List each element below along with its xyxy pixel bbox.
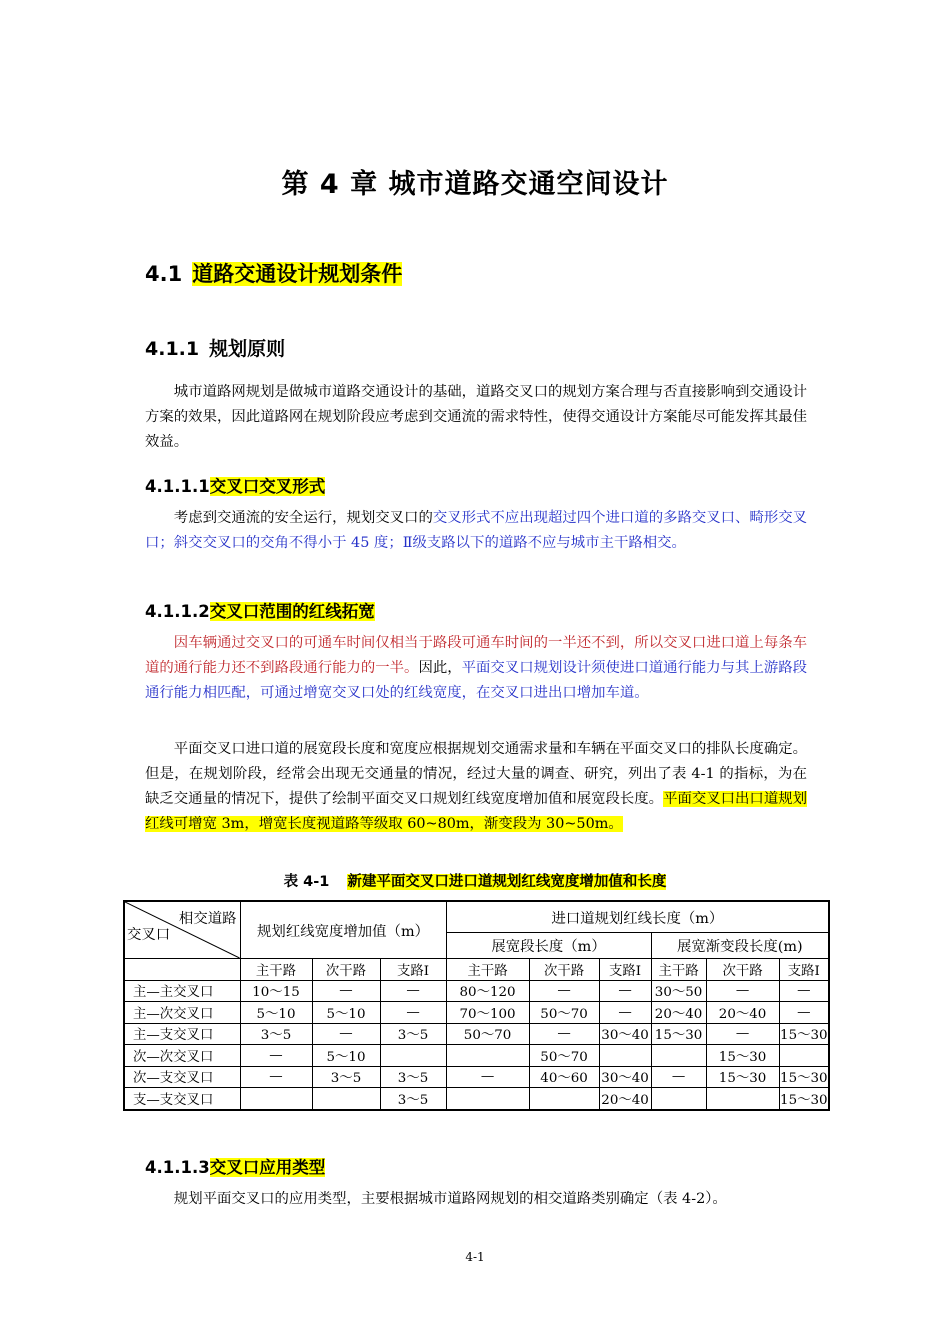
row-name: 主—次交叉口 (124, 1002, 240, 1024)
blue-rule-text: 平面交叉口规划设计须使进口道通行能力与其上游路段通行能力相匹配，可通过增宽交叉口处的红线宽度，在交叉口进出口增加车道。 (145, 660, 808, 701)
table-cell: 15～30 (779, 1066, 829, 1088)
table-caption (0, 870, 950, 891)
table-cell: — (599, 1002, 651, 1024)
paragraph-text: 因此， (418, 660, 462, 676)
table-cell: 40～60 (529, 1066, 599, 1088)
table-cell: — (312, 1023, 380, 1045)
group-header-length: 进口道规划红线长度（m） (446, 901, 829, 933)
crossing-form-paragraph (145, 506, 807, 556)
corner-label-top: 相交道路 (178, 911, 237, 927)
group-header-width: 规划红线宽度增加值（m） (240, 901, 446, 959)
table-row (124, 1023, 829, 1045)
table-cell (529, 1088, 599, 1110)
road-type-header: 主干路 (240, 959, 312, 981)
table-cell: 30～40 (599, 1023, 651, 1045)
table-cell: 3～5 (380, 1023, 446, 1045)
heading-title: 交叉口应用类型 (209, 1158, 326, 1177)
subheader-widen: 展宽段长度（m） (446, 933, 651, 959)
table-cell (779, 1045, 829, 1067)
paragraph-text: 平面交叉口进口道的展宽段长度和宽度应根据规划交通需求量和车辆在平面交叉口的排队长度确定。但是，在规划阶段，经常会出现无交通量的情况，经过大量的调查、研究，列出了表 4-1 的指标，为在缺乏交通量的情况下，提供了绘制平面交叉口规划红线宽度增加值和展宽段长度。 (145, 741, 807, 807)
table-cell: 3～5 (240, 1023, 312, 1045)
section-heading (145, 258, 402, 288)
table-cell: 30～40 (599, 1066, 651, 1088)
table-cell: 15～30 (651, 1023, 706, 1045)
row-name: 主—支交叉口 (124, 1023, 240, 1045)
table-cell: 20～40 (706, 1002, 779, 1024)
table-cell: 50～70 (529, 1045, 599, 1067)
table-cell: — (240, 1066, 312, 1088)
section-title: 道路交通设计规划条件 (192, 262, 403, 286)
table-cell: 20～40 (651, 1002, 706, 1024)
road-type-header: 支路Ⅰ (599, 959, 651, 981)
highlighted-text: 平面交叉口出口道规划红线可增宽 3m，增宽长度视道路等级取 60~80m，渐变段为 30~50m。 (145, 791, 807, 832)
table-cell (651, 1088, 706, 1110)
table-cell: — (446, 1066, 529, 1088)
heading-title: 交叉口范围的红线拓宽 (209, 602, 375, 621)
table-cell (446, 1045, 529, 1067)
table-cell (706, 1088, 779, 1110)
red-line-paragraph-1 (145, 631, 807, 706)
table-cell: — (706, 1023, 779, 1045)
blue-rule-text: 交叉形式不应出现超过四个进口道的多路交叉口、畸形交叉口；斜交交叉口的交角不得小于 45 度；Ⅱ级支路以下的道路不应与城市主干路相交。 (145, 510, 808, 551)
section-number: 4.1 (145, 262, 183, 286)
row-name: 支—支交叉口 (124, 1088, 240, 1110)
road-type-row (124, 959, 829, 981)
table-cell: 3～5 (312, 1066, 380, 1088)
table-cell (380, 1045, 446, 1067)
table-cell: 15～30 (706, 1045, 779, 1067)
table-cell: 3～5 (380, 1088, 446, 1110)
table-row (124, 980, 829, 1002)
table-caption-number: 表 4-1 (283, 874, 330, 890)
subsection-number: 4.1.1 (145, 338, 200, 360)
row-name: 次—支交叉口 (124, 1066, 240, 1088)
row-name: 次—次交叉口 (124, 1045, 240, 1067)
intro-paragraph: 城市道路网规划是做城市道路交通设计的基础，道路交叉口的规划方案合理与否直接影响到交通设计方案的效果，因此道路网在规划阶段应考虑到交通流的需求特性，使得交通设计方案能尽可能发挥其最佳效益。 (145, 384, 807, 450)
table-cell: 50～70 (446, 1023, 529, 1045)
table-cell (240, 1088, 312, 1110)
heading-4-1-1-2 (145, 598, 375, 622)
page-number: 4-1 (465, 1250, 485, 1264)
heading-title: 交叉口交叉形式 (209, 477, 326, 496)
table-cell: — (529, 980, 599, 1002)
table-cell: — (599, 980, 651, 1002)
table-cell: — (779, 980, 829, 1002)
table-cell (124, 959, 240, 981)
table-cell: 5～10 (312, 1045, 380, 1067)
table-cell: 15～30 (779, 1088, 829, 1110)
heading-number: 4.1.1.3 (145, 1158, 210, 1177)
table-cell: 5～10 (312, 1002, 380, 1024)
table-cell (651, 1045, 706, 1067)
road-type-header: 支路Ⅰ (779, 959, 829, 981)
table-cell: 70～100 (446, 1002, 529, 1024)
road-type-header: 主干路 (446, 959, 529, 981)
table-cell: 3～5 (380, 1066, 446, 1088)
heading-number: 4.1.1.1 (145, 477, 210, 496)
table-cell: — (312, 980, 380, 1002)
table-cell (312, 1088, 380, 1110)
table-caption-title: 新建平面交叉口进口道规划红线宽度增加值和长度 (347, 874, 667, 890)
spec-table (123, 900, 830, 1111)
heading-4-1-1-1 (145, 473, 325, 497)
table-cell: 15～30 (779, 1023, 829, 1045)
table-cell: 15～30 (706, 1066, 779, 1088)
red-line-paragraph-2 (145, 737, 807, 837)
table-cell (446, 1088, 529, 1110)
table-cell: 80～120 (446, 980, 529, 1002)
table-cell: 30～50 (651, 980, 706, 1002)
table-cell: — (779, 1002, 829, 1024)
table-row (124, 1088, 829, 1110)
table-cell: — (529, 1023, 599, 1045)
table-cell: — (706, 980, 779, 1002)
row-name: 主—主交叉口 (124, 980, 240, 1002)
subheader-taper: 展宽渐变段长度(m) (651, 933, 829, 959)
table-cell: 10～15 (240, 980, 312, 1002)
table-cell (599, 1045, 651, 1067)
table-corner-cell (124, 901, 240, 959)
table-cell: 5～10 (240, 1002, 312, 1024)
table-cell: 20～40 (599, 1088, 651, 1110)
table-cell: — (240, 1045, 312, 1067)
subsection-title: 规划原则 (209, 338, 286, 360)
table-cell: — (380, 1002, 446, 1024)
table-row (124, 1066, 829, 1088)
table-cell: — (651, 1066, 706, 1088)
road-type-header: 主干路 (651, 959, 706, 981)
paragraph-text: 考虑到交通流的安全运行，规划交叉口的 (173, 510, 433, 526)
road-type-header: 次干路 (706, 959, 779, 981)
heading-number: 4.1.1.2 (145, 602, 210, 621)
application-type-paragraph: 规划平面交叉口的应用类型，主要根据城市道路网规划的相交道路类别确定（表 4-2）。 (173, 1191, 727, 1207)
road-type-header: 次干路 (312, 959, 380, 981)
road-type-header: 次干路 (529, 959, 599, 981)
corner-label-bottom: 交叉口 (127, 927, 171, 943)
road-type-header: 支路Ⅰ (380, 959, 446, 981)
subsection-heading (145, 334, 285, 361)
table-cell: 50～70 (529, 1002, 599, 1024)
red-text: 因车辆通过交叉口的可通车时间仅相当于路段可通车时间的一半还不到，所以交叉口进口道上每条车道的通行能力还不到路段通行能力的一半。 (145, 635, 807, 676)
table-row (124, 1045, 829, 1067)
heading-4-1-1-3 (145, 1154, 325, 1178)
chapter-title: 第 4 章 城市道路交通空间设计 (281, 169, 669, 200)
table-cell: — (380, 980, 446, 1002)
table-row (124, 1002, 829, 1024)
